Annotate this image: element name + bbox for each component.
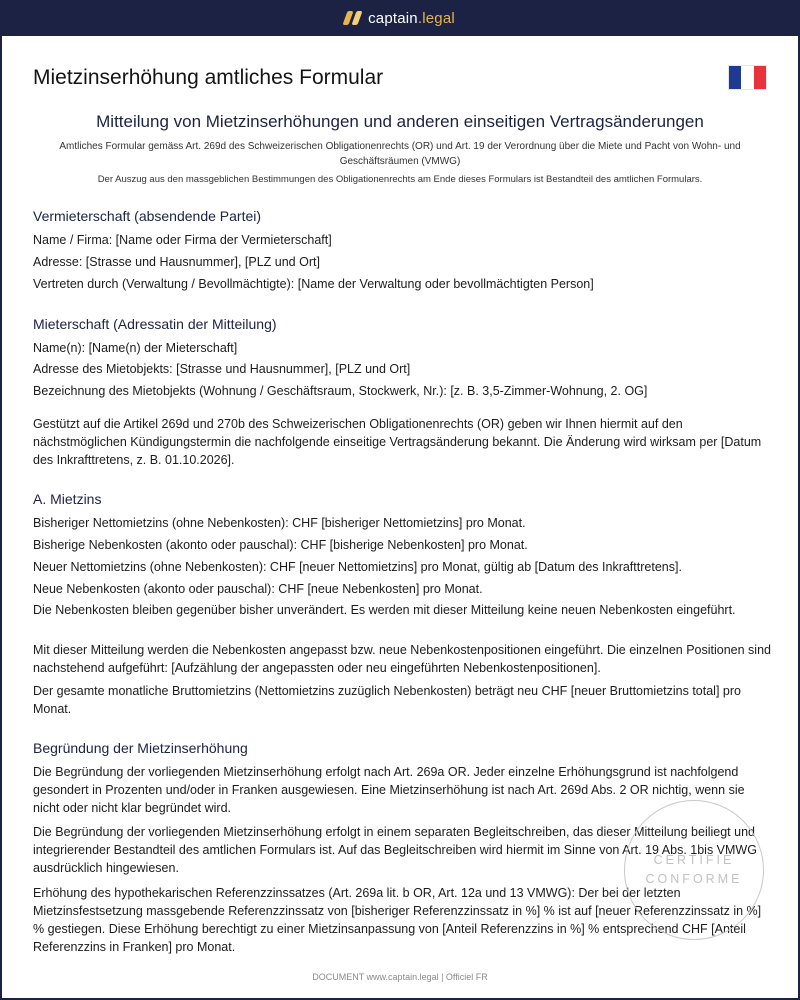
rent-previous-costs: Bisherige Nebenkosten (akonto oder pauschal): CHF [bisherige Nebenkosten] pro Monat. — [33, 538, 528, 552]
rent-costs-unchanged: Die Nebenkosten bleiben gegenüber bisher unverändert. Es werden mit dieser Mitteilung keine neuen Nebenkosten eingeführt. — [33, 603, 736, 617]
certified-stamp — [624, 800, 764, 940]
document-body — [2, 36, 798, 956]
document-title: Mietzinserhöhung amtliches Formular — [33, 66, 384, 89]
brand[interactable] — [345, 10, 455, 27]
landlord-heading: Vermieterschaft (absendende Partei) — [33, 208, 262, 224]
justification-heading: Begründung der Mietzinserhöhung — [33, 740, 248, 756]
tenant-object: Bezeichnung des Mietobjekts (Wohnung / Geschäftsraum, Stockwerk, Nr.): [z. B. 3,5-Zimmer-Wohnung, 2. OG] — [33, 384, 648, 398]
landlord-name: Name / Firma: [Name oder Firma der Vermieterschaft] — [33, 233, 332, 247]
landlord-address: Adresse: [Strasse und Hausnummer], [PLZ und Ort] — [33, 255, 320, 269]
rent-gross-total: Der gesamte monatliche Bruttomietzins (Nettomietzins zuzüglich Nebenkosten) beträgt neu CHF [neuer Bruttomietzins total] pro Monat. — [33, 684, 741, 716]
justification-paragraph-2: Die Begründung der vorliegenden Mietzinserhöhung erfolgt in einem separaten Begleitschreiben, das dieser Mitteilung beiliegt und integrierender Bestandteil des amtlichen Formulars ist. Auf das Begleitschreiben wird hiermit im Sinne von Art. 19 Abs. 1bis VMWG ausdrücklich hingewiesen. — [33, 825, 757, 875]
tenant-heading: Mieterschaft (Adressatin der Mitteilung) — [33, 316, 277, 332]
rent-costs-changed: Mit dieser Mitteilung werden die Nebenkosten angepasst bzw. neue Nebenkostenpositionen eingeführt. Die einzelnen Positionen sind nachstehend aufgeführt: [Aufzählung der angepassten oder neu eingeführten Nebenkostenpositionen]. — [33, 643, 771, 675]
top-bar — [0, 0, 800, 36]
justification-paragraph-3: Erhöhung des hypothekarischen Referenzzinssatzes (Art. 269a lit. b OR, Art. 12a und 13 VMWG): Der bei der letzten Mietzinsfestsetzung massgebende Referenzzinssatz von [bisheriger Referenzzinssatz in %] % ist auf [neuer Referenzzinssatz in %] % gestiegen. Diese Erhöhung berechtigt zu einer Mietzinsanpassung von [Anteil Referenzzins in %] % entsprechend CHF [Anteil Referenzzins in Franken] pro Monat. — [33, 886, 762, 954]
document-page[interactable] — [2, 36, 798, 998]
captain-logo-icon — [343, 11, 363, 25]
brand-name: captain.legal — [368, 9, 455, 27]
tenant-name: Name(n): [Name(n) der Mieterschaft] — [33, 341, 238, 355]
rent-new-net: Neuer Nettomietzins (ohne Nebenkosten): CHF [neuer Nettomietzins] pro Monat, gültig ab [Datum des Inkrafttretens]. — [33, 560, 682, 574]
stamp-line-1: CERTIFIÉ — [653, 853, 735, 867]
rent-previous-net: Bisheriger Nettomietzins (ohne Nebenkosten): CHF [bisheriger Nettomietzins] pro Monat. — [33, 516, 526, 530]
stamp-line-2: CONFORME — [645, 872, 743, 886]
document-subtitle: Mitteilung von Mietzinserhöhungen und anderen einseitigen Vertragsänderungen — [96, 112, 704, 131]
justification-paragraph-1: Die Begründung der vorliegenden Mietzinserhöhung erfolgt nach Art. 269a OR. Jeder einzelne Erhöhungsgrund ist nachfolgend gesondert in Prozenten und/oder in Franken ausgewiesen. Eine Mietzinserhöhung ist nach Art. 269d Abs. 2 OR nichtig, wenn sie nicht oder nicht klar begründet wird. — [33, 765, 745, 815]
page-footer: DOCUMENT www.captain.legal | Officiel FR — [312, 972, 488, 982]
landlord-representative: Vertreten durch (Verwaltung / Bevollmächtigte): [Name der Verwaltung oder bevollmächtigten Person] — [33, 277, 594, 291]
rent-heading: A. Mietzins — [33, 491, 102, 507]
legal-note: Amtliches Formular gemäss Art. 269d des Schweizerischen Obligationenrechts (OR) und Art. 19 der Verordnung über die Miete und Pacht von Wohn- und Geschäftsräumen (VMWG) — [59, 141, 741, 167]
legal-note-2: Der Auszug aus den massgeblichen Bestimmungen des Obligationenrechts am Ende dieses Formulars ist Bestandteil des amtlichen Formulars. — [97, 174, 703, 185]
rent-new-costs: Neue Nebenkosten (akonto oder pauschal): CHF [neue Nebenkosten] pro Monat. — [33, 582, 483, 596]
tenant-address: Adresse des Mietobjekts: [Strasse und Hausnummer], [PLZ und Ort] — [33, 362, 411, 376]
intro-paragraph: Gestützt auf die Artikel 269d und 270b des Schweizerischen Obligationenrechts (OR) geben wir Ihnen hiermit auf den nächstmöglichen Kündigungstermin die nachfolgende einseitige Vertragsänderung bekannt. Die Änderung wird wirksam per [Datum des Inkrafttretens, z. B. 01.10.2026]. — [33, 417, 762, 467]
french-flag-icon[interactable] — [728, 65, 767, 90]
